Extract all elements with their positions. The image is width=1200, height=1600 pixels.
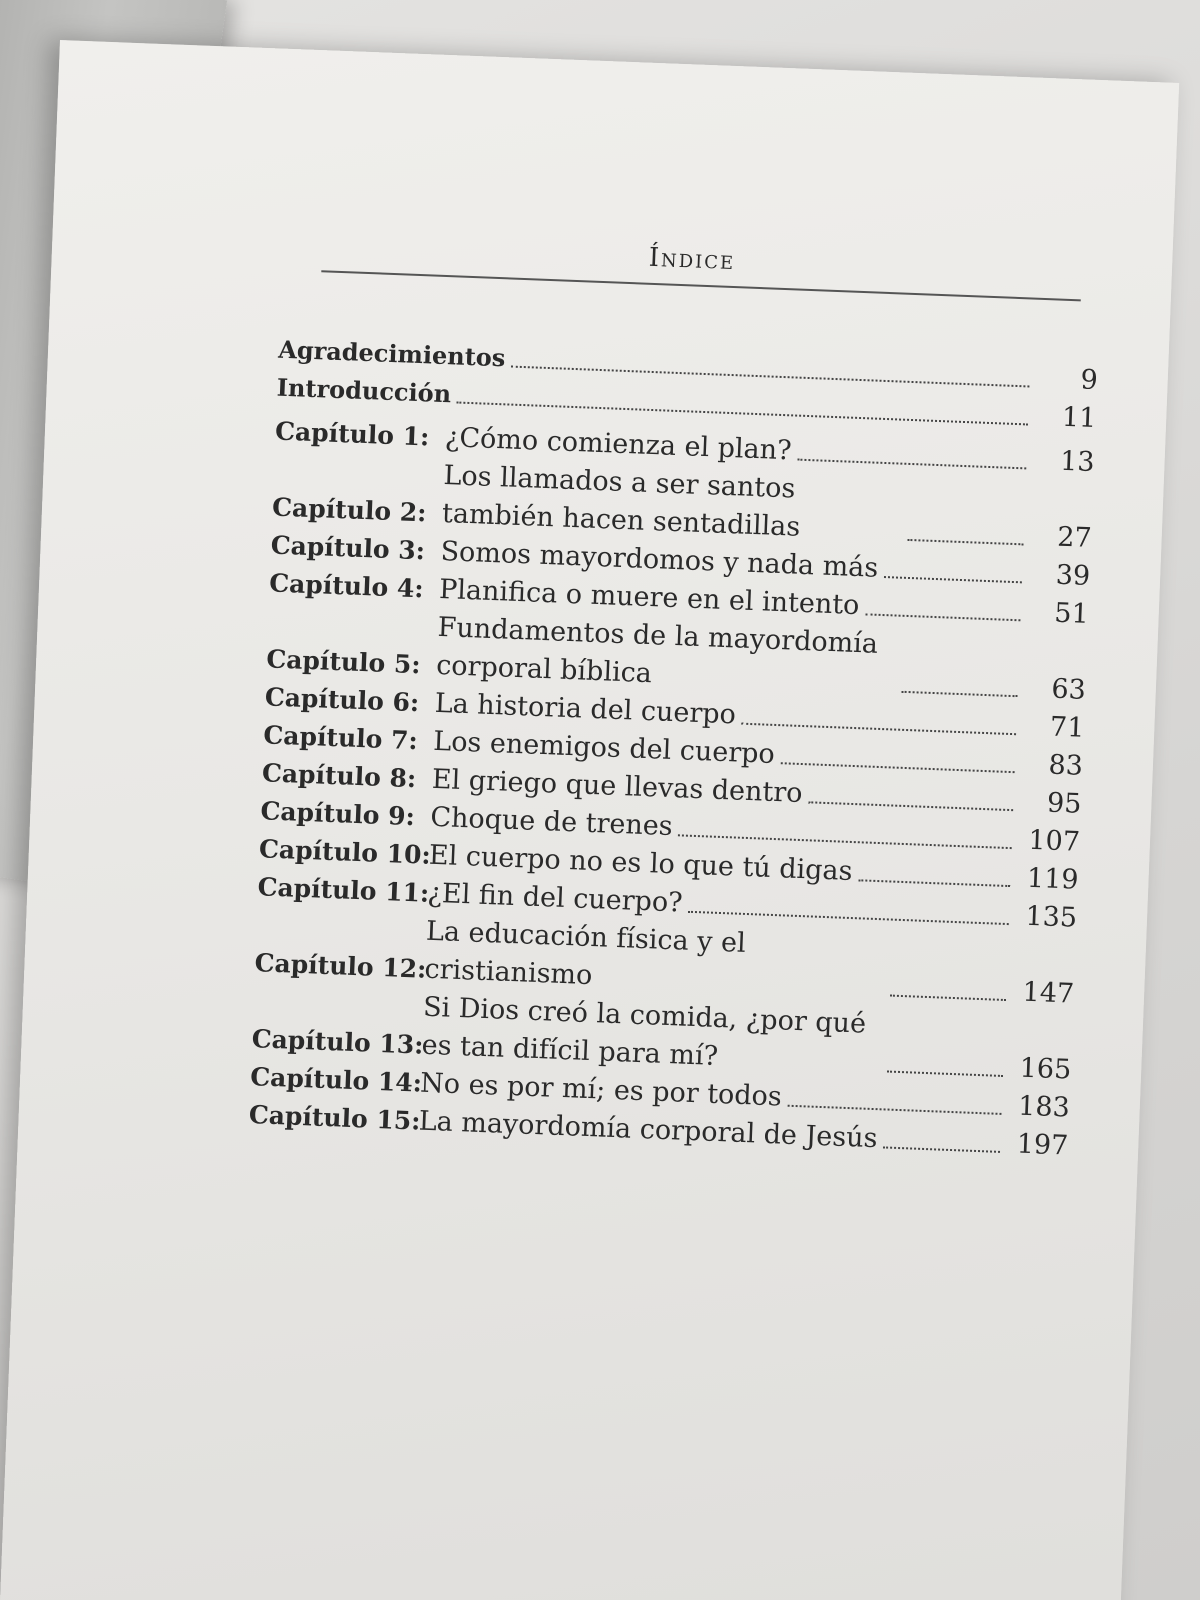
book-page [0,40,1179,1600]
chapter-label: Capítulo 13: [251,1024,424,1060]
leader-dots [787,1105,1001,1115]
chapter-title: La mayordomía corporal de Jesús [418,1105,879,1155]
page-number: 119 [1026,862,1080,896]
chapter-title: Los enemigos del cuerpo [432,725,776,770]
chapter-label: Capítulo 12: [254,948,427,984]
chapter-title: No es por mí; es por todos [419,1067,783,1113]
page-number: 51 [1053,597,1090,630]
chapter-label: Capítulo 7: [262,720,419,756]
entry-title: Introducción [276,372,452,409]
leader-dots [797,459,1026,470]
chapter-title: El cuerpo no es lo que tú digas [428,839,854,888]
chapter-label: Capítulo 15: [248,1100,422,1136]
chapter-title: El griego que llevas dentro [431,763,804,810]
leader-dots [678,834,1011,849]
leader-dots [887,1071,1003,1077]
chapter-title: Si Dios creó la comida, ¿por qué es tan difícil para mí? [421,991,867,1072]
table-of-contents [248,229,1102,1166]
chapter-label: Capítulo 3: [270,530,426,566]
chapter-label: Capítulo 14: [249,1062,423,1098]
page-number: 197 [1016,1128,1069,1162]
chapter-label: Capítulo 5: [265,644,422,680]
chapter-label: Capítulo 10: [258,834,432,870]
leader-dots [884,576,1022,583]
chapter-title: ¿El fin del cuerpo? [426,877,684,919]
leader-dots [865,613,1020,621]
page-number: 165 [1019,1052,1072,1086]
chapter-label: Capítulo 6: [264,682,420,718]
page-number: 183 [1017,1090,1071,1124]
page-number: 147 [1022,976,1075,1010]
page-number: 13 [1059,445,1096,479]
leader-dots [780,762,1014,773]
chapter-label: Capítulo 4: [268,568,425,604]
chapter-title: La educación física y el cristianismo [424,915,747,992]
page-number: 135 [1024,900,1078,934]
chapter-title: Somos mayordomos y nada más [440,536,879,584]
page-number: 39 [1055,559,1091,592]
chapter-title: Fundamentos de la mayordomía corporal bíblica [435,611,879,690]
toc-list [248,331,1098,1166]
page-number: 11 [1061,401,1097,435]
chapter-title: ¿Cómo comienza el plan? [444,422,793,467]
page-number: 95 [1046,787,1083,820]
leader-dots [858,879,1010,887]
chapter-label: Capítulo 8: [261,758,417,794]
page-number: 63 [1050,673,1087,706]
chapter-label: Capítulo 11: [257,872,430,908]
leader-dots [741,723,1016,736]
leader-dots [883,1146,1000,1152]
leader-dots [902,691,1018,697]
leader-dots [688,911,1009,925]
page-number: 9 [1079,364,1099,397]
chapter-title: Choque de trenes [429,801,674,843]
page-number: 27 [1056,521,1093,554]
leader-dots [890,995,1006,1001]
leader-dots [808,801,1013,811]
chapter-title: Planifica o muere en el intento [438,573,860,622]
chapter-title: Los llamados a ser santos también hacen sentadillas [441,460,801,543]
leader-dots [907,539,1023,545]
page-number: 107 [1027,824,1081,858]
entry-title: Agradecimientos [277,334,506,373]
page-number: 71 [1049,711,1085,744]
chapter-label: Capítulo 9: [260,796,416,832]
page-number: 83 [1047,749,1084,782]
chapter-label: Capítulo 2: [271,492,427,528]
page-heading: Índice [648,242,736,277]
chapter-title: La historia del cuerpo [434,687,737,731]
chapter-label: Capítulo 1: [274,416,430,452]
